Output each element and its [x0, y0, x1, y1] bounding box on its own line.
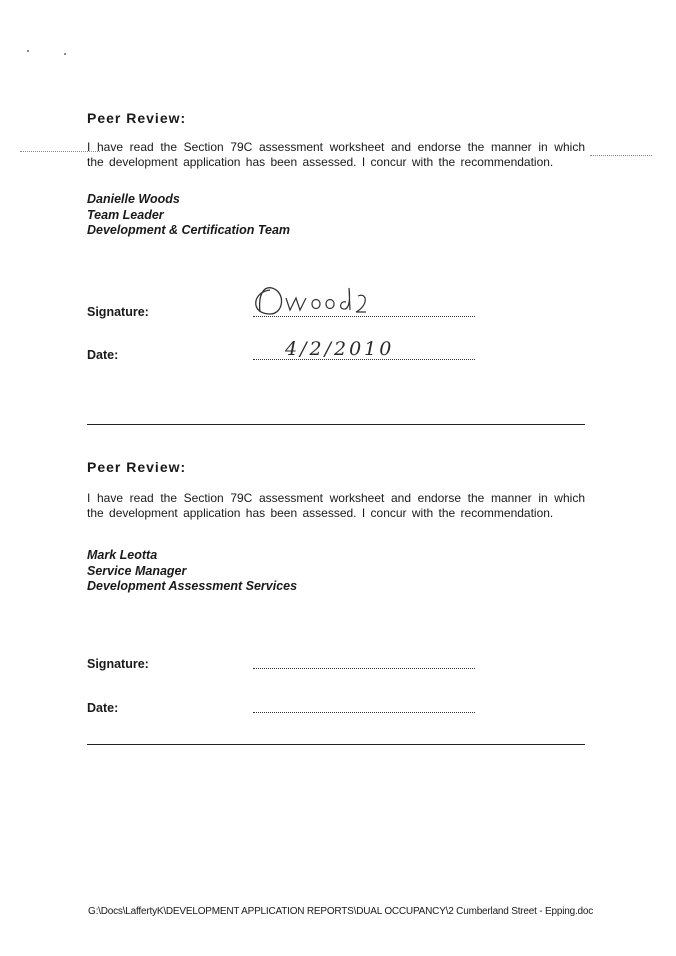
- reviewer-details: [87, 192, 585, 239]
- date-label: Date:: [87, 701, 119, 715]
- reviewer-team: Development Assessment Services: [87, 579, 298, 593]
- date-field-2: [87, 693, 585, 715]
- section-divider: [87, 424, 585, 425]
- section-heading: Peer Review:: [87, 110, 187, 126]
- date-line: [253, 712, 475, 713]
- reviewer-title: Team Leader: [87, 207, 164, 222]
- signature-line: [253, 668, 475, 669]
- review-statement: I have read the Section 79C assessment worksheet and endorse the manner in which the development application has been assessed. I concur with the recommendation.: [87, 140, 585, 169]
- section-heading: Peer Review:: [87, 459, 187, 475]
- scan-speck: [64, 53, 66, 55]
- reviewer-team: Development & Certification Team: [87, 223, 291, 237]
- signature-field-2: [87, 649, 585, 671]
- reviewer-name: Mark Leotta: [87, 548, 158, 562]
- section-divider: [87, 744, 585, 745]
- handwritten-signature: [250, 284, 380, 320]
- scan-speck: [27, 50, 29, 52]
- signature-label: Signature:: [87, 305, 149, 319]
- scan-artifact-line: [590, 155, 652, 156]
- review-statement: I have read the Section 79C assessment worksheet and endorse the manner in which the development application has been assessed. I concur with the recommendation.: [87, 491, 585, 520]
- document-path-footer: G:\Docs\LaffertyK\DEVELOPMENT APPLICATION REPORTS\DUAL OCCUPANCY\2 Cumberland Street - Epping.doc: [88, 906, 594, 917]
- reviewer-title: Service Manager: [87, 563, 187, 578]
- signature-label: Signature:: [87, 657, 149, 671]
- handwritten-date: 4/2/2010: [285, 338, 395, 360]
- date-label: Date:: [87, 348, 119, 362]
- peer-review-section-2: [87, 459, 585, 595]
- peer-review-section-1: [87, 110, 585, 239]
- reviewer-details: [87, 548, 585, 595]
- reviewer-name: Danielle Woods: [87, 192, 180, 206]
